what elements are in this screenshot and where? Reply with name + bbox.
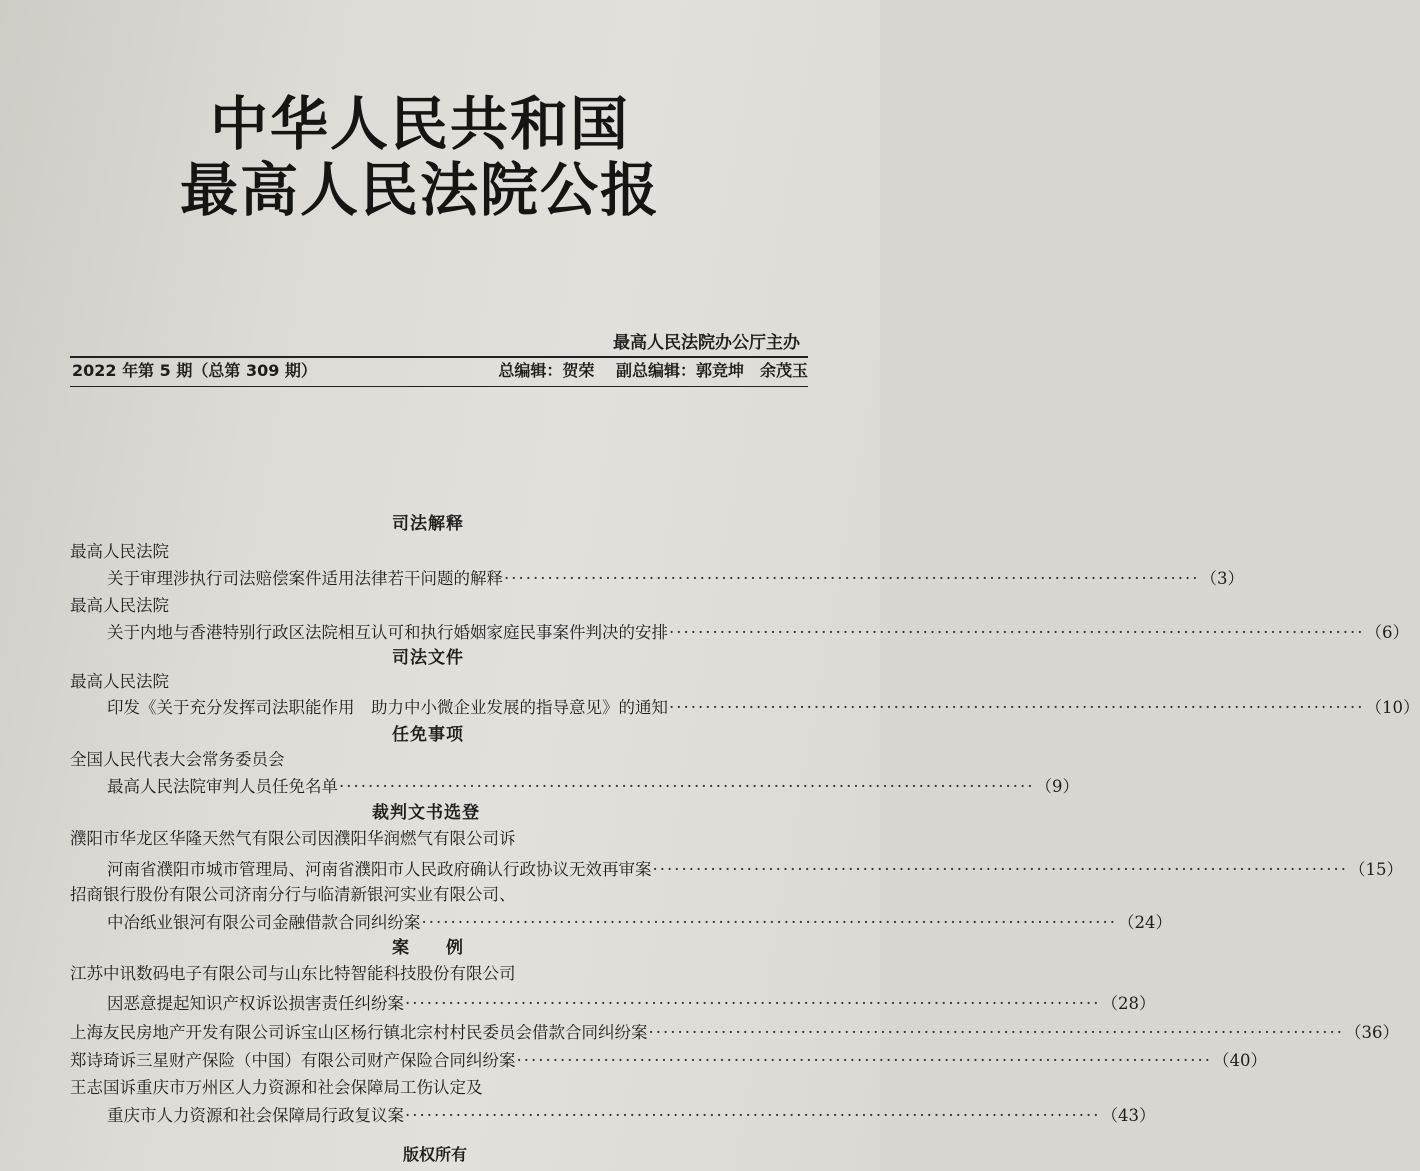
toc-entry-title: 重庆市人力资源和社会保障局行政复议案 — [107, 1106, 404, 1125]
masthead-title-line2: 最高人民法院公报 — [179, 156, 660, 224]
toc-org: 最高人民法院 — [70, 596, 169, 615]
toc-leader-dots: ································································································ — [405, 994, 1101, 1013]
toc-entry-page: （28） — [1101, 994, 1156, 1013]
toc-leader-dots: ································································································ — [648, 1023, 1345, 1042]
toc-leader-dots: ································································································ — [421, 913, 1118, 932]
toc-entry-title: 郑诗琦诉三星财产保险（中国）有限公司财产保险合同纠纷案 — [70, 1051, 516, 1070]
toc-entry-line: 江苏中讯数码电子有限公司与山东比特智能科技股份有限公司 — [70, 964, 516, 983]
section-heading-judicial-interpretation: 司法解释 — [392, 514, 464, 534]
toc-org: 最高人民法院 — [70, 672, 169, 691]
toc-entry[interactable] — [107, 565, 1245, 589]
toc-entry[interactable] — [107, 694, 1420, 718]
chief-editor: 总编辑：贺荣 — [498, 361, 595, 380]
toc-entry-page: （15） — [1349, 860, 1404, 879]
toc-entry-line: 王志国诉重庆市万州区人力资源和社会保障局工伤认定及 — [70, 1078, 483, 1097]
toc-entry-page: （9） — [1035, 777, 1080, 796]
toc-entry[interactable] — [107, 856, 1404, 880]
copyright-label — [0, 1142, 880, 1165]
section-heading-cases: 案 例 — [392, 938, 464, 958]
toc-entry-title: 上海友民房地产开发有限公司诉宝山区杨行镇北宗村村民委员会借款合同纠纷案 — [70, 1023, 648, 1042]
toc-entry[interactable] — [107, 990, 1156, 1014]
copyright-text: 版权所有 — [402, 1145, 467, 1164]
toc-entry-page: （36） — [1345, 1023, 1400, 1042]
issue-number: 2022 年第 5 期（总第 309 期） — [72, 361, 317, 380]
issue-bar — [70, 356, 808, 387]
toc-entry-page: （10） — [1365, 698, 1420, 717]
toc-entry-title: 中冶纸业银河有限公司金融借款合同纠纷案 — [107, 913, 421, 932]
toc-leader-dots: ································································································ — [504, 569, 1200, 588]
toc-entry-line: 濮阳市华龙区华隆天然气有限公司因濮阳华润燃气有限公司诉 — [70, 829, 516, 848]
toc-entry[interactable] — [107, 1102, 1156, 1126]
toc-entry-title: 河南省濮阳市城市管理局、河南省濮阳市人民政府确认行政协议无效再审案 — [107, 860, 652, 879]
toc-entry-title: 印发《关于充分发挥司法职能作用 助力中小微企业发展的指导意见》的通知 — [107, 698, 668, 717]
toc-org: 全国人民代表大会常务委员会 — [70, 750, 285, 769]
toc-entry[interactable] — [70, 1019, 1400, 1043]
toc-leader-dots: ································································································ — [652, 860, 1349, 879]
toc-entry[interactable] — [107, 773, 1080, 797]
editors — [482, 358, 808, 384]
toc-entry-title: 因恶意提起知识产权诉讼损害责任纠纷案 — [107, 994, 404, 1013]
section-heading-appointments: 任免事项 — [392, 725, 464, 745]
toc-leader-dots: ································································································ — [405, 1106, 1101, 1125]
toc-entry[interactable] — [107, 619, 1410, 643]
toc-entry-line: 招商银行股份有限公司济南分行与临清新银河实业有限公司、 — [70, 885, 516, 904]
toc-leader-dots: ································································································ — [339, 777, 1035, 796]
toc-entry-title: 关于审理涉执行司法赔偿案件适用法律若干问题的解释 — [107, 569, 503, 588]
toc-entry-page: （24） — [1118, 913, 1173, 932]
toc-entry[interactable] — [107, 909, 1173, 933]
masthead-title-line1: 中华人民共和国 — [209, 90, 630, 158]
toc-entry-page: （43） — [1101, 1106, 1156, 1125]
deputy-editors: 副总编辑：郭竞坤 余茂玉 — [615, 361, 808, 380]
toc-leader-dots: ································································································ — [669, 623, 1365, 642]
toc-leader-dots: ································································································ — [669, 698, 1365, 717]
sponsor-label: 最高人民法院办公厅主办 — [613, 333, 800, 353]
section-heading-judicial-documents: 司法文件 — [392, 648, 464, 668]
toc-org: 最高人民法院 — [70, 542, 169, 561]
toc-entry-page: （6） — [1365, 623, 1410, 642]
toc-entry-page: （40） — [1213, 1051, 1268, 1070]
toc-entry-page: （3） — [1200, 569, 1245, 588]
toc-entry-title: 最高人民法院审判人员任免名单 — [107, 777, 338, 796]
toc-leader-dots: ································································································ — [516, 1051, 1213, 1070]
toc-entry[interactable] — [70, 1047, 1268, 1071]
section-heading-selected-judgments: 裁判文书选登 — [372, 803, 480, 823]
toc-entry-title: 关于内地与香港特别行政区法院相互认可和执行婚姻家庭民事案件判决的安排 — [107, 623, 668, 642]
